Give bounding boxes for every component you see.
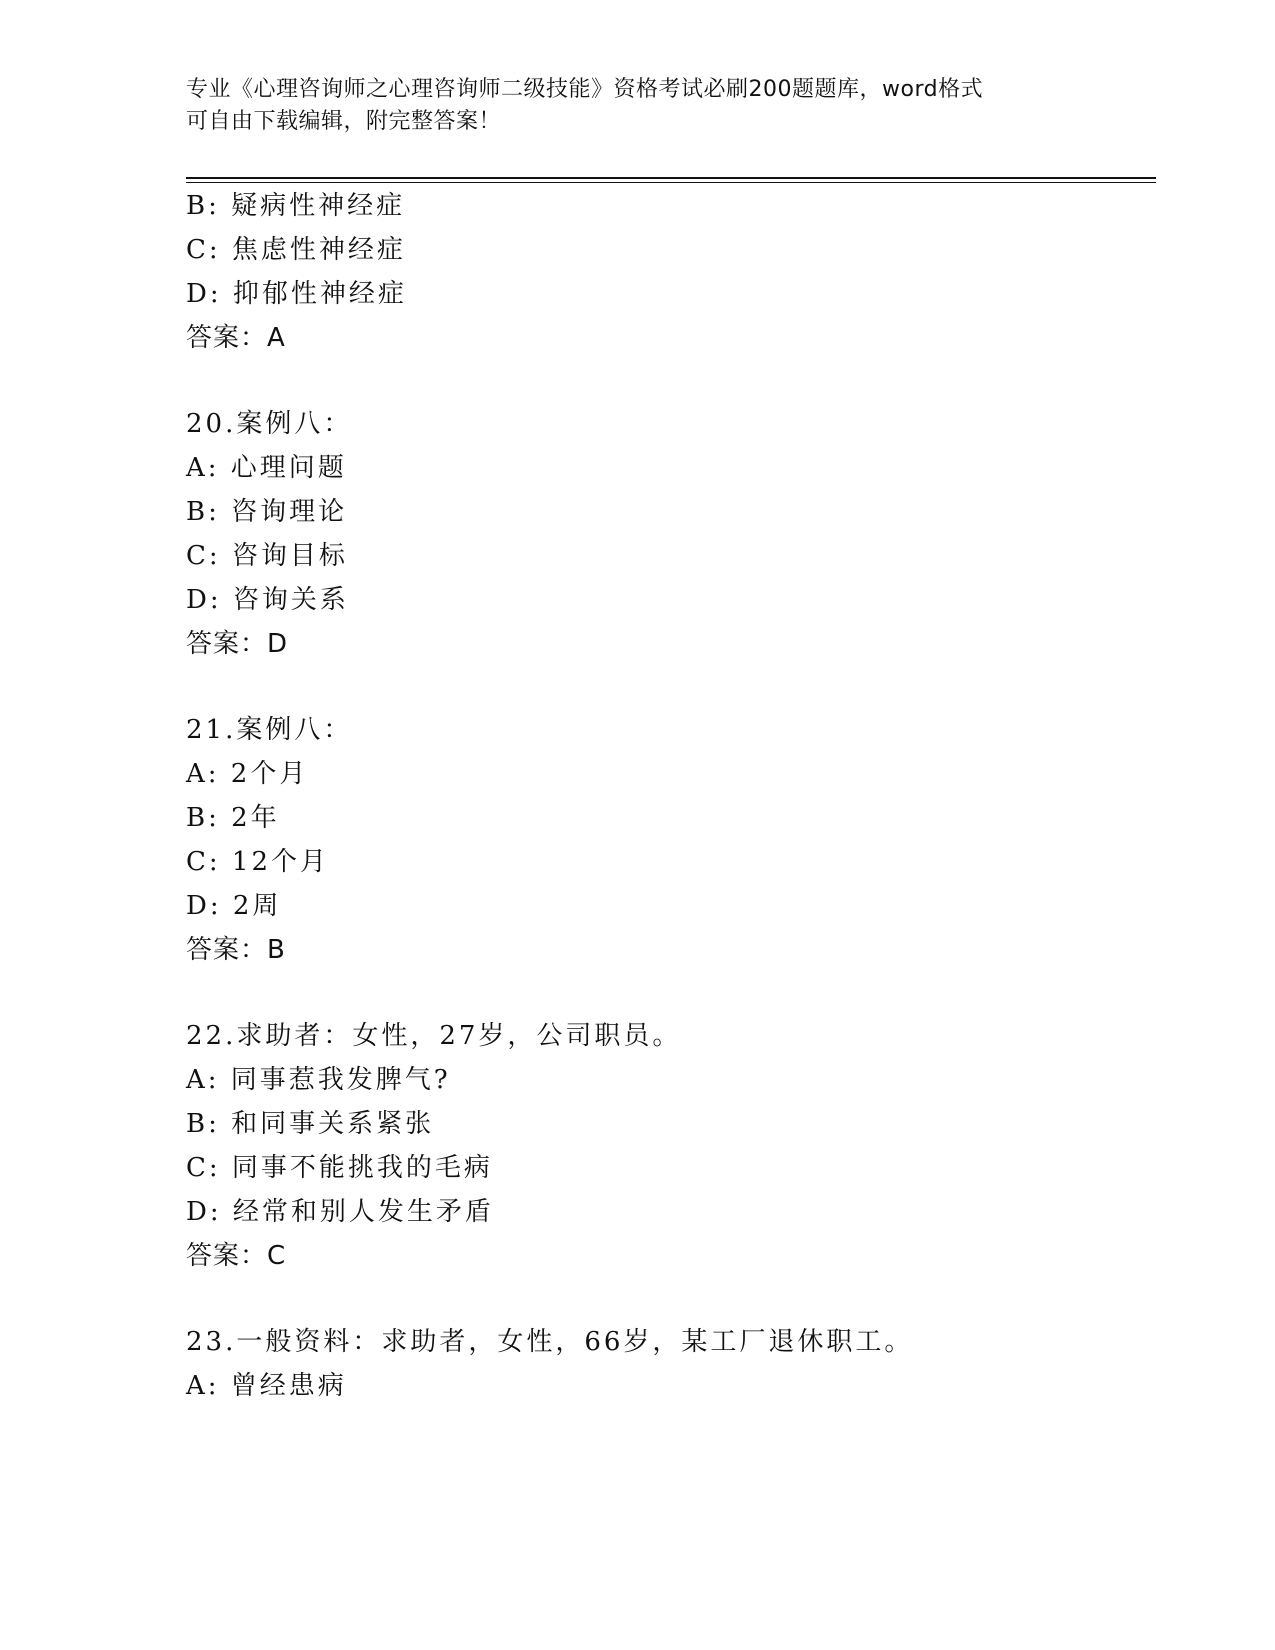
option-line: A: 同事惹我发脾气? xyxy=(186,1065,451,1095)
question-title: 20.案例八： xyxy=(186,409,353,439)
option-line: A: 心理问题 xyxy=(186,453,347,483)
option-line: A: 2个月 xyxy=(186,759,309,789)
option-line: B: 咨询理论 xyxy=(186,497,348,527)
question-title: 23.一般资料：求助者，女性，66岁，某工厂退休职工。 xyxy=(186,1327,914,1357)
option-line: D: 咨询关系 xyxy=(186,585,349,615)
option-line: C: 焦虑性神经症 xyxy=(186,235,406,265)
header-divider-thin xyxy=(186,182,1156,183)
question-title: 21.案例八： xyxy=(186,715,353,745)
header-line-2: 可自由下载编辑，附完整答案！ xyxy=(186,109,502,134)
option-line: B: 2年 xyxy=(186,803,280,833)
answer-line: 答案：B xyxy=(186,935,286,965)
option-line: A: 曾经患病 xyxy=(186,1371,347,1401)
header-divider-thick xyxy=(186,177,1156,179)
option-line: C: 12个月 xyxy=(186,847,330,877)
option-line: B: 和同事关系紧张 xyxy=(186,1109,435,1139)
answer-line: 答案：D xyxy=(186,629,289,659)
document-header xyxy=(186,74,1086,138)
answer-line: 答案：A xyxy=(186,323,286,353)
answer-line: 答案：C xyxy=(186,1241,287,1271)
header-line-1: 专业《心理咨询师之心理咨询师二级技能》资格考试必刷200题题库，word格式 xyxy=(186,77,984,102)
option-line: D: 经常和别人发生矛盾 xyxy=(186,1197,494,1227)
option-line: C: 同事不能挑我的毛病 xyxy=(186,1153,493,1183)
option-line: C: 咨询目标 xyxy=(186,541,348,571)
option-line: B: 疑病性神经症 xyxy=(186,191,406,221)
option-line: D: 2周 xyxy=(186,891,282,921)
option-line: D: 抑郁性神经症 xyxy=(186,279,407,309)
question-title: 22.求助者：女性，27岁，公司职员。 xyxy=(186,1021,682,1051)
